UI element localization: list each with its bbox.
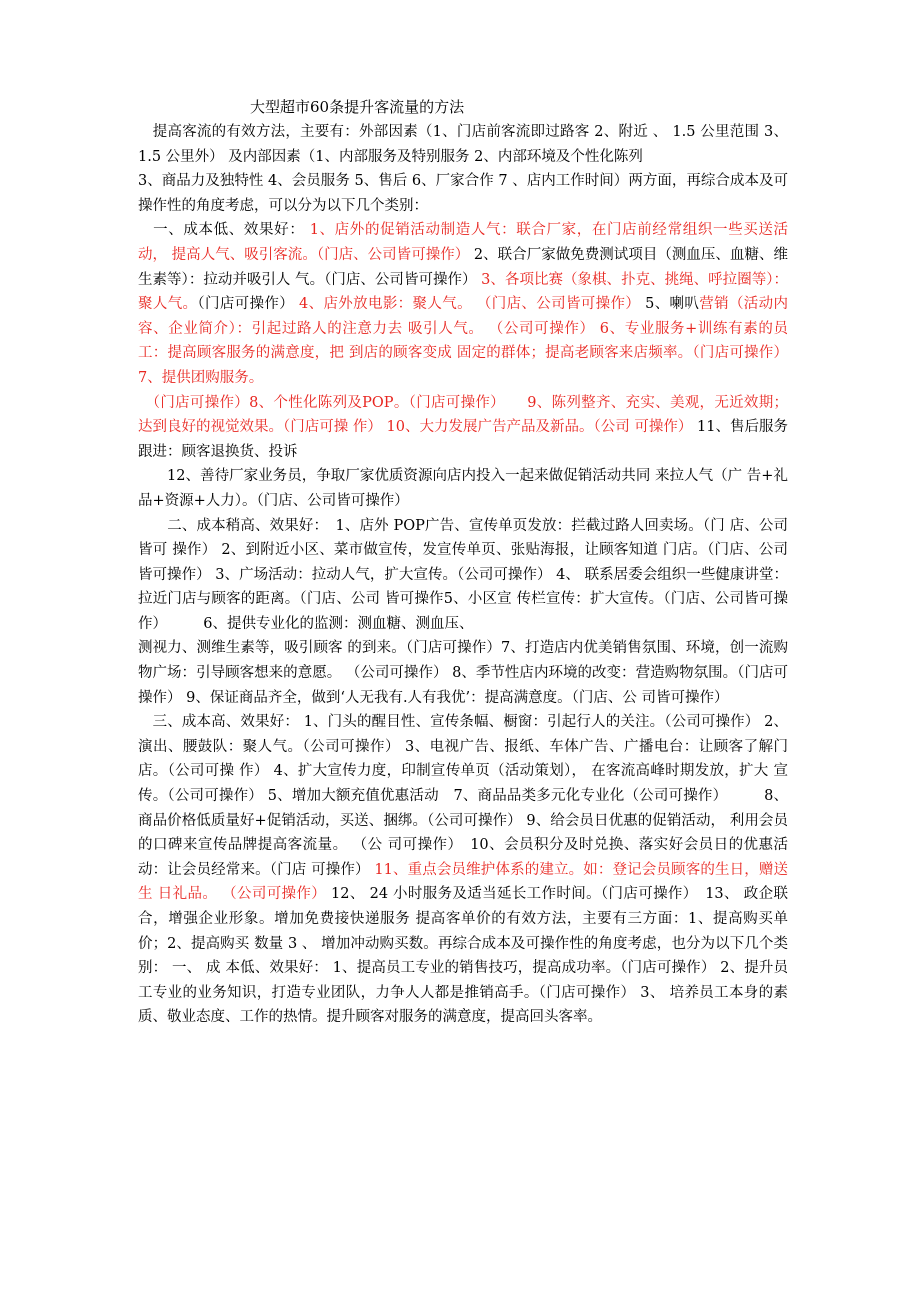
body-paragraph bbox=[138, 169, 788, 218]
body-paragraph bbox=[138, 710, 788, 1030]
text-segment: 2、联合厂家做免费测试项目（测血压、血糖、维生素等）：拉动并吸引人 气。（门店、公司皆可操作） bbox=[138, 246, 788, 288]
highlighted-text-segment: 3、各项比赛（象棋、扑克、挑绳、呼拉圈等）：聚人气。 bbox=[138, 271, 789, 313]
body-paragraph bbox=[138, 514, 788, 637]
body-paragraph bbox=[138, 391, 788, 465]
body-paragraph bbox=[138, 636, 788, 710]
text-segment: 三、成本高、效果好： 1、门头的醒目性、宣传条幅、橱窗：引起行人的关注。（公司可操作） 2、演出、腰鼓队：聚人气。（公司可操作） 3、电视广告、报纸、车体广告、广播电台：让顾客了解门店。（公司可操 作） 4、扩大宣传力度，印制宣传单页（活动策划）， 在客流高峰时期发放，扩大 宣传。（公司可操作） 5、增加大额充值优惠活动 7、商品品类多元化专业化（公司可操作） 8、商品价格低质量好+促销活动，买送、捆绑。（公司可操作） 9、给会员日优惠的促销活动， 利用会员的口碑来宣传品牌提高客流量。 （公 司可操作） 10、会员积分及时兑换、落实好会员日的优惠活动：让会员经常来。（门店 可操作） bbox=[138, 714, 788, 878]
text-segment: 测视力、测维生素等，吸引顾客 的到来。（门店可操作）7、打造店内优美销售氛围、环境，创一流购物广场：引导顾客想来的意愿。 （公司可操作） 8、季节性店内环境的改变：营造购物氛围。（门店可操作） 9、保证商品齐全，做到‘人无我有.人有我优’：提高满意度。（门店、公 司皆可操作） bbox=[138, 640, 788, 706]
text-segment: 11、售后服务跟进：顾客退换货、投诉 bbox=[138, 419, 789, 460]
text-segment: 提高客流的有效方法，主要有：外部因素（1、门店前客流即过路客 2、附近 、 1.5 公里范围 3、1.5 公里外） 及内部因素（1、内部服务及特别服务 2、内部环境及个性化陈列 bbox=[138, 124, 788, 165]
text-segment: 一、成本低、效果好： bbox=[138, 222, 310, 239]
highlighted-text-segment: （门店可操作）8、个性化陈列及POP。（门店可操作） 9、陈列整齐、充实、美观，无近效期；达到良好的视觉效果。（门店可操 作） 10、大力发展广告产品及新品。（公司 可操作） bbox=[138, 394, 788, 436]
highlighted-text-segment: 营销（活动内容、企业简介）：引起过路人的注意力去 吸引人气。 （公司可操作） 6、专业服务+训练有素的员工：提高顾客服务的满意度，把 到店的顾客变成 固定的群体；提高老顾客来店频率。（门店可操作） 7、提供团购服务。 bbox=[138, 296, 788, 386]
text-segment: 12、 24 小时服务及适当延长工作时间。（门店可操作） 13、 政企联合，增强企业形象。增加免费接快递服务 提高客单价的有效方法，主要有三方面：1、提高购买单价；2、提高购买 数量 3 、 增加冲动购买数。再综合成本及可操作性的角度考虑，也分为以下几个类别： 一、 成 本低、效果好： 1、提高员工专业的销售技巧，提高成功率。（门店可操作） 2、提升员工专业的业务知识，打造专业团队，力争人人都是推销高手。（门店可操作） 3、 培养员工本身的素质、敬业态度、工作的热情。提升顾客对服务的满意度，提高回头客率。 bbox=[138, 886, 788, 1026]
text-segment: 12、善待厂家业务员，争取厂家优质资源向店内投入一起来做促销活动共同 来拉人气（广 告+礼品+资源+人力）。（门店、公司皆可操作） bbox=[138, 468, 788, 509]
text-segment: 二、成本稍高、效果好： 1、店外 POP广告、宣传单页发放：拦截过路人回卖场。（门 店、公司皆可 操作） 2、到附近小区、菜市做宣传，发宣传单页、张贴海报，让顾客知道 门店。（门店、公司皆可操作） 3、广场活动：拉动人气，扩大宣传。（公司可操作） 4、 联系居委会组织一些健康讲堂：拉近门店与顾客的距离。（门店、公司 皆可操作5、小区宣 传栏宣传：扩大宣传。（门店、公司皆可操作） 6、提供专业化的监测：测血糖、测血压、 bbox=[138, 517, 788, 632]
body-paragraph bbox=[138, 218, 788, 390]
body-paragraph bbox=[138, 464, 788, 513]
document-page bbox=[138, 96, 788, 1030]
text-segment: 3、商品力及独特性 4、会员服务 5、售后 6、厂家合作 7 、店内工作时间）两方面，再综合成本及可操作性的角度考虑，可以分为以下几个类别： bbox=[138, 173, 788, 214]
document-body bbox=[138, 120, 788, 1030]
body-paragraph bbox=[138, 120, 788, 169]
text-segment: 5、喇叭 bbox=[640, 296, 700, 313]
document-title: 大型超市60条提升客流量的方法 bbox=[250, 98, 465, 116]
highlighted-text-segment: 1、店外的促销活动制造人气：联合厂家，在门店前经常组织一些买送活动， 提高人气、吸引客流。（门店、公司皆可操作） bbox=[138, 222, 788, 263]
text-segment: （门店可操作） bbox=[197, 296, 300, 313]
highlighted-text-segment: 11、重点会员维护体系的建立。如：登记会员顾客的生日，赠送生 日礼品。 （公司可操作） bbox=[138, 861, 789, 903]
highlighted-text-segment: 4、店外放电影：聚人气。 （门店、公司皆可操作） bbox=[299, 296, 641, 313]
